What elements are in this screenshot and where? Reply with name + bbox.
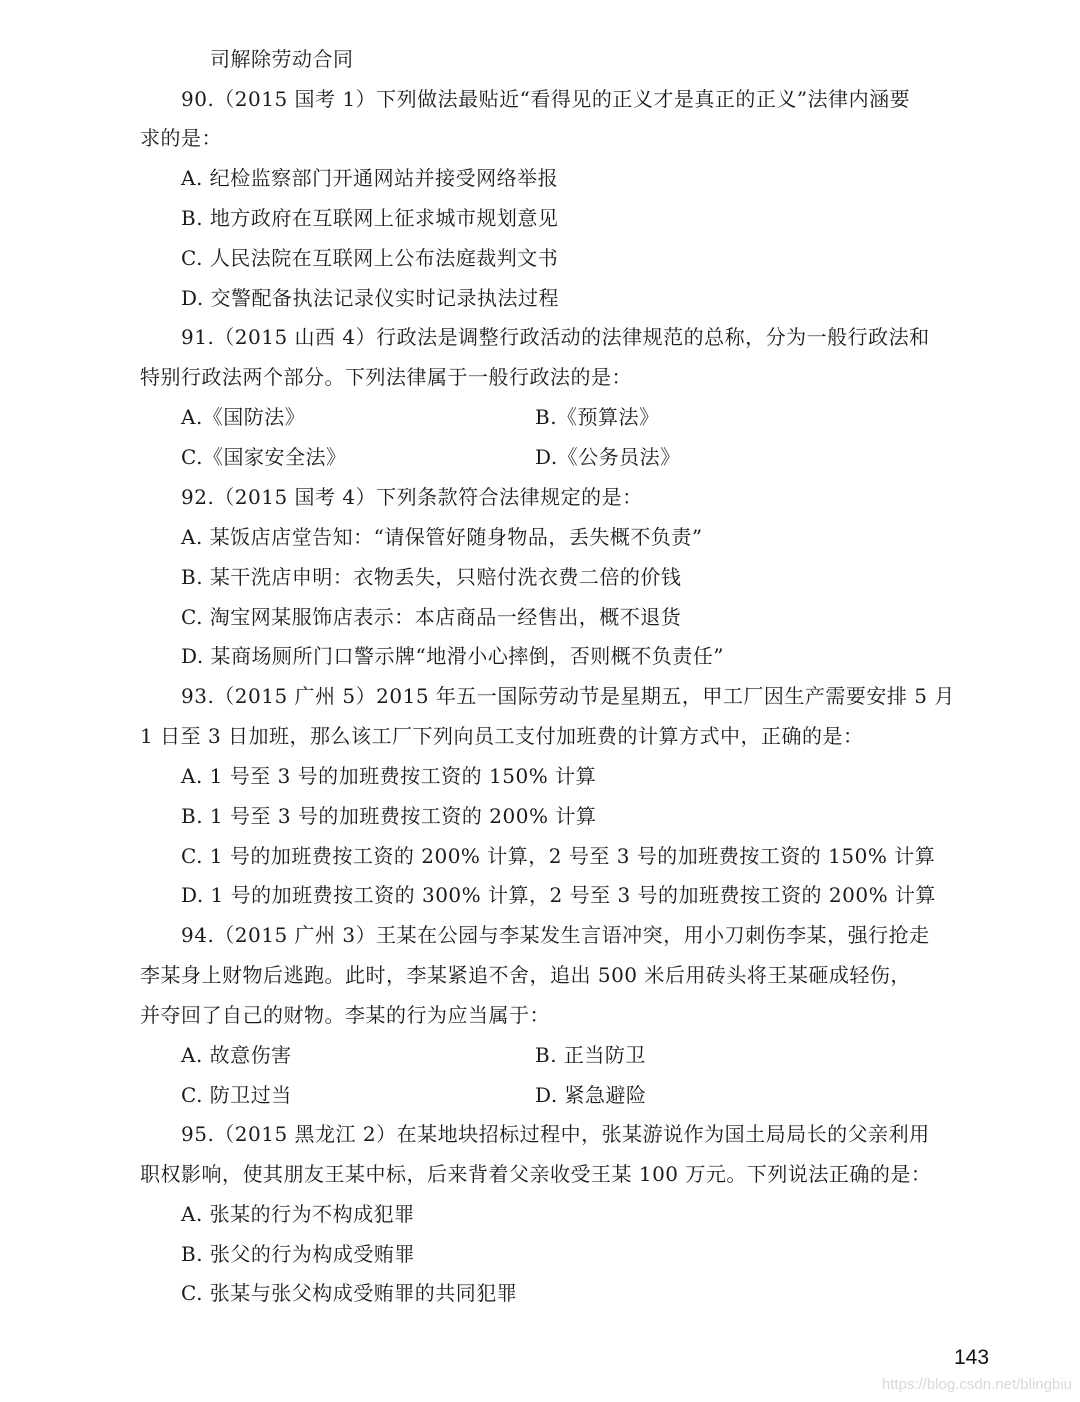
question-91-option-d: D.《公务员法》 <box>535 445 681 469</box>
question-93-option-a: A. 1 号至 3 号的加班费按工资的 150% 计算 <box>181 764 597 788</box>
question-90-option-b: B. 地方政府在互联网上征求城市规划意见 <box>181 206 559 230</box>
question-93-text-line-2: 1 日至 3 日加班，那么该工厂下列向员工支付加班费的计算方式中，正确的是： <box>140 724 864 748</box>
question-95-option-a: A. 张某的行为不构成犯罪 <box>181 1202 415 1226</box>
question-91-option-c: C.《国家安全法》 <box>181 445 347 469</box>
question-92-option-b: B. 某干洗店申明：衣物丢失，只赔付洗衣费二倍的价钱 <box>181 565 682 589</box>
question-93-option-d: D. 1 号的加班费按工资的 300% 计算，2 号至 3 号的加班费按工资的 200% 计算 <box>181 883 936 907</box>
question-92-text-line-1: 92.（2015 国考 4）下列条款符合法律规定的是： <box>181 485 643 509</box>
question-94-option-d: D. 紧急避险 <box>535 1083 647 1107</box>
question-91-option-b: B.《预算法》 <box>535 405 660 429</box>
question-91-text-line-1: 91.（2015 山西 4）行政法是调整行政活动的法律规范的总称，分为一般行政法和 <box>181 325 930 349</box>
question-90-option-c: C. 人民法院在互联网上公布法庭裁判文书 <box>181 246 559 270</box>
question-95-option-c: C. 张某与张父构成受贿罪的共同犯罪 <box>181 1281 518 1305</box>
question-90-option-d: D. 交警配备执法记录仪实时记录执法过程 <box>181 286 560 310</box>
question-94-text-line-3: 并夺回了自己的财物。李某的行为应当属于： <box>140 1003 550 1027</box>
question-95-text-line-1: 95.（2015 黑龙江 2）在某地块招标过程中，张某游说作为国土局局长的父亲利用 <box>181 1122 930 1146</box>
question-93-option-c: C. 1 号的加班费按工资的 200% 计算，2 号至 3 号的加班费按工资的 150% 计算 <box>181 844 936 868</box>
prev-question-continuation: 司解除劳动合同 <box>210 47 354 71</box>
question-93-text-line-1: 93.（2015 广州 5）2015 年五一国际劳动节是星期五，甲工厂因生产需要安排 5 月 <box>181 684 955 708</box>
question-90-text-line-2: 求的是： <box>140 126 222 150</box>
question-91-text-line-2: 特别行政法两个部分。下列法律属于一般行政法的是： <box>140 365 632 389</box>
question-90-text-line-1: 90.（2015 国考 1）下列做法最贴近“看得见的正义才是真正的正义”法律内涵要 <box>181 87 911 111</box>
watermark: https://blog.csdn.net/blingbiu <box>881 1376 1072 1393</box>
question-94-option-c: C. 防卫过当 <box>181 1083 292 1107</box>
question-90-option-a: A. 纪检监察部门开通网站并接受网络举报 <box>181 166 559 190</box>
question-91-option-a: A.《国防法》 <box>181 405 306 429</box>
question-92-option-d: D. 某商场厕所门口警示牌“地滑小心摔倒，否则概不负责任” <box>181 644 724 668</box>
question-94-option-b: B. 正当防卫 <box>535 1043 646 1067</box>
question-94-option-a: A. 故意伤害 <box>181 1043 292 1067</box>
question-95-text-line-2: 职权影响，使其朋友王某中标，后来背着父亲收受王某 100 万元。下列说法正确的是： <box>140 1162 932 1186</box>
question-94-text-line-2: 李某身上财物后逃跑。此时，李某紧追不舍，追出 500 米后用砖头将王某砸成轻伤， <box>140 963 911 987</box>
question-95-option-b: B. 张父的行为构成受贿罪 <box>181 1242 415 1266</box>
question-92-option-c: C. 淘宝网某服饰店表示：本店商品一经售出，概不退货 <box>181 605 682 629</box>
question-93-option-b: B. 1 号至 3 号的加班费按工资的 200% 计算 <box>181 804 597 828</box>
question-92-option-a: A. 某饭店店堂告知：“请保管好随身物品，丢失概不负责” <box>181 525 703 549</box>
page-number: 143 <box>954 1346 990 1369</box>
question-94-text-line-1: 94.（2015 广州 3）王某在公园与李某发生言语冲突，用小刀刺伤李某，强行抢走 <box>181 923 930 947</box>
